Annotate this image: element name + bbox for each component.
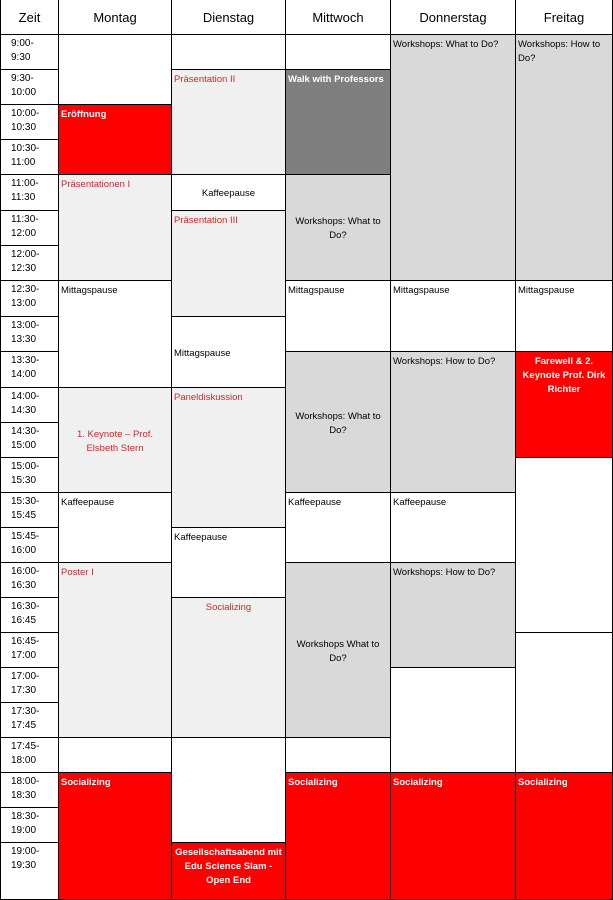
time-slot: 13:30- 14:00 [0,352,59,388]
time-slot: 12:30- 13:00 [0,281,59,317]
header-day: Freitag [516,0,613,35]
schedule-event: Kaffeepause [172,528,286,598]
schedule-event: Präsentationen I [59,175,172,281]
time-slot: 10:00- 10:30 [0,105,59,140]
time-slot: 11:30- 12:00 [0,211,59,246]
schedule-event: Farewell & 2. Keynote Prof. Dirk Richter [516,352,613,458]
schedule-event: Kaffeepause [391,493,516,563]
header-day: Donnerstag [391,0,516,35]
schedule-event: Workshops: What to Do? [286,175,391,281]
schedule-event: Socializing [516,773,613,900]
time-slot: 16:00- 16:30 [0,563,59,598]
header-zeit: Zeit [0,0,59,35]
schedule-event: Mittagspause [172,317,286,388]
schedule-event: Workshops What to Do? [286,563,391,738]
time-slot: 15:45- 16:00 [0,528,59,563]
time-slot: 15:00- 15:30 [0,458,59,493]
empty-slot [172,738,286,843]
time-slot: 14:00- 14:30 [0,388,59,423]
empty-slot [286,738,391,773]
time-slot: 17:45- 18:00 [0,738,59,773]
time-slot: 16:30- 16:45 [0,598,59,633]
schedule-event: Poster I [59,563,172,738]
time-slot: 18:00- 18:30 [0,773,59,808]
schedule-event: Mittagspause [516,281,613,352]
schedule-event: Mittagspause [59,281,172,388]
empty-slot [391,668,516,773]
header-day: Montag [59,0,172,35]
schedule-event: Workshops: How to Do? [391,563,516,668]
schedule-event: Socializing [59,773,172,900]
time-slot: 9:30- 10:00 [0,70,59,105]
empty-slot [286,35,391,70]
schedule-event: Kaffeepause [59,493,172,563]
time-slot: 10:30- 11:00 [0,140,59,175]
header-day: Dienstag [172,0,286,35]
time-slot: 11:00- 11:30 [0,175,59,211]
empty-slot [516,458,613,633]
schedule-event: Socializing [391,773,516,900]
schedule-event: Workshops: What to Do? [391,35,516,281]
time-slot: 17:00- 17:30 [0,668,59,703]
empty-slot [59,738,172,773]
schedule-event: Socializing [172,598,286,738]
time-slot: 17:30- 17:45 [0,703,59,738]
schedule-event: Präsentation III [172,211,286,317]
header-day: Mittwoch [286,0,391,35]
schedule-event: Präsentation II [172,70,286,175]
schedule-event: Walk with Professors [286,70,391,175]
time-slot: 16:45- 17:00 [0,633,59,668]
time-slot: 19:00- 19:30 [0,843,59,900]
schedule-event: Paneldiskussion [172,388,286,528]
schedule-event: Kaffeepause [286,493,391,563]
time-slot: 14:30- 15:00 [0,423,59,458]
time-slot: 15:30- 15:45 [0,493,59,528]
empty-slot [516,633,613,773]
schedule-event: Kaffeepause [172,175,286,211]
schedule-event: Workshops: What to Do? [286,352,391,493]
time-slot: 13:00- 13:30 [0,317,59,352]
empty-slot [59,35,172,105]
schedule-event: Eröffnung [59,105,172,175]
schedule-event: Gesellschaftsabend mit Edu Science Slam - Open End [172,843,286,900]
time-slot: 12:00- 12:30 [0,246,59,281]
empty-slot [172,35,286,70]
schedule-event: Mittagspause [286,281,391,352]
schedule-event: Socializing [286,773,391,900]
schedule-event: Workshops: How to Do? [391,352,516,493]
time-slot: 9:00- 9:30 [0,35,59,70]
schedule-event: 1. Keynote – Prof. Elsbeth Stern [59,388,172,493]
schedule-event: Workshops: How to Do? [516,35,613,281]
time-slot: 18:30- 19:00 [0,808,59,843]
schedule-event: Mittagspause [391,281,516,352]
